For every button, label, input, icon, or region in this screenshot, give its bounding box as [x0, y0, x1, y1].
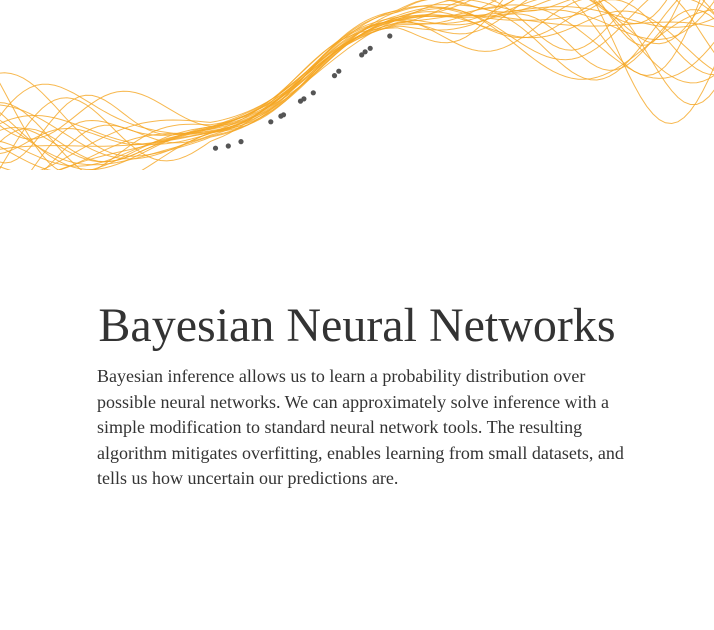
observed-point — [268, 119, 273, 124]
sampled-curve — [0, 15, 714, 152]
observed-point — [363, 49, 368, 54]
page-title: Bayesian Neural Networks — [98, 299, 616, 352]
observed-point — [387, 33, 392, 38]
observed-data-points — [213, 33, 393, 150]
observed-point — [213, 146, 218, 151]
observed-point — [226, 143, 231, 148]
observed-point — [301, 96, 306, 101]
observed-point — [332, 73, 337, 78]
observed-point — [311, 90, 316, 95]
observed-point — [281, 112, 286, 117]
observed-point — [336, 69, 341, 74]
observed-point — [238, 139, 243, 144]
sampled-network-curves — [0, 0, 714, 170]
intro-paragraph: Bayesian inference allows us to learn a probability distribution over possible neural networks. We can approximately solve inference with a simple modification to standard neural network tools. The resulting algorithm mitigates overfitting, enables learning from small datasets, and tells us how uncertain our predictions are. — [97, 366, 624, 488]
sampled-curve — [0, 0, 714, 136]
observed-point — [368, 46, 373, 51]
posterior-samples-illustration — [0, 0, 714, 170]
